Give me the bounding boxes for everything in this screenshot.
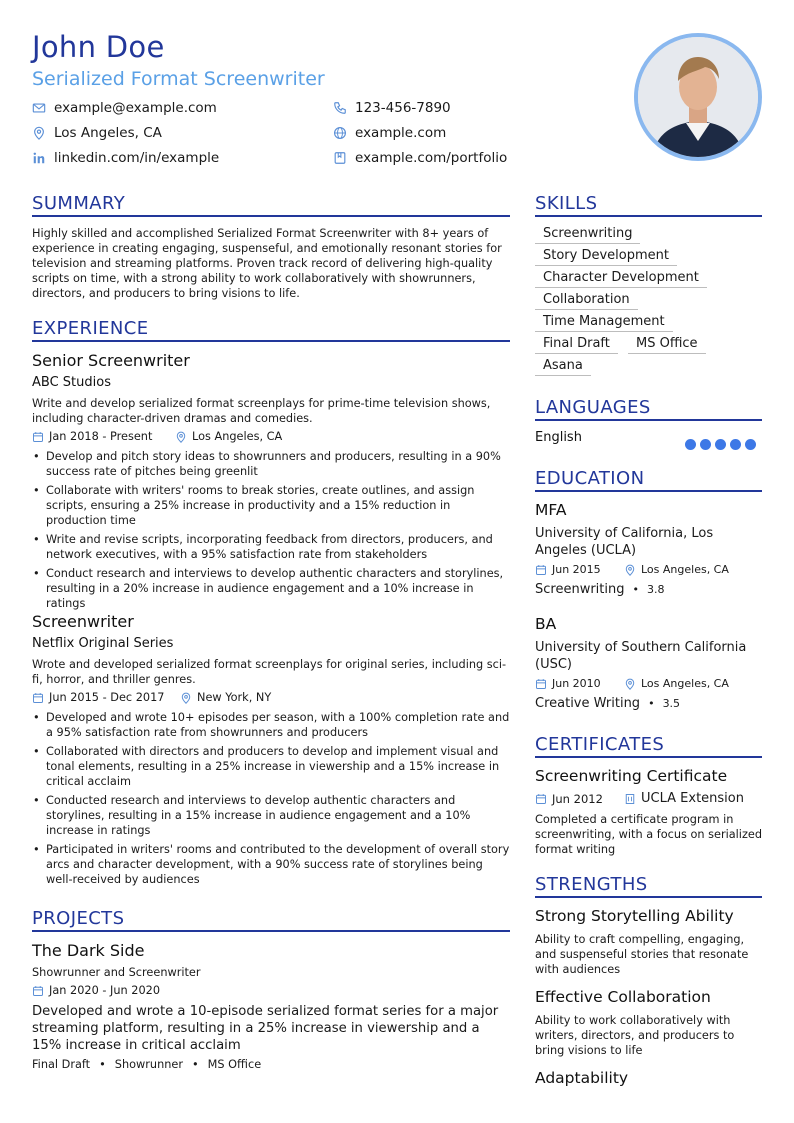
strength-description: Ability to work collaboratively with writers, directors, and producers to bring visions to life: [535, 1014, 735, 1057]
contact-email[interactable]: [32, 100, 217, 116]
education-location: [624, 677, 729, 690]
dates-text: Jun 2015: [552, 563, 601, 576]
skill-tag: Story Development: [535, 248, 677, 266]
strengths-heading: STRENGTHS: [535, 874, 762, 898]
summary-text: Highly skilled and accomplished Serialized Format Screenwriter with 8+ years of experience in creating engaging, suspenseful, and emotionally resonant stories for television and streaming platforms. Proven track record of delivering high-quality scripts on time, with a strong ability to work collaboratively with showrunners, directors, and producers to bring visions to life.: [32, 227, 502, 300]
location-text: Los Angeles, CA: [192, 430, 283, 443]
strength-description: Ability to craft compelling, engaging, and suspenseful stories that resonate with audiences: [535, 933, 749, 976]
education-school: University of Southern California (USC): [535, 640, 747, 672]
projects-heading: PROJECTS: [32, 908, 510, 932]
linkedin-text: linkedin.com/in/example: [54, 150, 220, 166]
skill-tag: Asana: [535, 358, 591, 376]
job-description: Write and develop serialized format screenplays for prime-time television shows, including character-driven dramas and comedies.: [32, 397, 491, 425]
location-text: Los Angeles, CA: [54, 125, 162, 141]
job-bullet: • Conduct research and interviews to develop authentic characters and storylines, resulting in a 20% increase in audience engagement and a 10% increase in ratings: [46, 566, 510, 611]
dates-text: Jun 2015 - Dec 2017: [49, 691, 165, 704]
strength-title: Effective Collaboration: [535, 988, 711, 1006]
gpa-text: 3.5: [662, 697, 681, 710]
dates-text: Jan 2020 - Jun 2020: [49, 984, 161, 997]
contact-phone[interactable]: [333, 100, 451, 116]
project-description: Developed and wrote a 10-episode serialized format series for a major streaming platform, resulting in a 25% increase in viewership and a 15% increase in critical acclaim: [32, 1004, 499, 1053]
job-location: [175, 430, 282, 443]
job-bullet: • Collaborate with writers' rooms to break stories, create outlines, and assign scripts, ensuring a 25% increase in productivity and a 15% reduction in production time: [46, 483, 510, 528]
location-text: New York, NY: [197, 691, 272, 704]
issuer-text: UCLA Extension: [641, 791, 744, 806]
website-text: example.com: [355, 125, 447, 141]
job-bullet: • Participated in writers' rooms and contributed to the development of overall story arcs and character development, with a 90% success rate of storylines being well-received by audiences: [46, 842, 510, 887]
job-title: Senior Screenwriter: [32, 351, 190, 370]
calendar-icon: [535, 564, 547, 576]
bookmark-icon: [333, 151, 347, 165]
job-bullet: • Collaborated with directors and producers to develop and implement visual and tonal elements, resulting in a 25% increase in viewership and a 15% increase in critical acclaim: [46, 744, 510, 789]
project-tool: Showrunner: [114, 1058, 183, 1071]
location-pin-icon: [624, 678, 636, 690]
contact-website[interactable]: [333, 125, 446, 141]
education-field: [535, 696, 680, 711]
calendar-icon: [535, 793, 547, 805]
level-dot: [700, 439, 711, 450]
contact-linkedin[interactable]: [32, 150, 219, 166]
project-tool: Final Draft: [32, 1058, 91, 1071]
project-role: Showrunner and Screenwriter: [32, 966, 201, 979]
project-title: The Dark Side: [32, 941, 145, 960]
language-level-dots: [681, 435, 756, 454]
level-dot: [730, 439, 741, 450]
phone-icon: [333, 101, 347, 115]
experience-heading: EXPERIENCE: [32, 318, 510, 342]
education-dates: [535, 677, 601, 690]
field-text: Screenwriting: [535, 582, 625, 597]
location-pin-icon: [180, 692, 192, 704]
profile-photo: [634, 33, 762, 161]
institution-icon: [624, 793, 636, 805]
certificate-issuer: [624, 791, 744, 806]
strength-title: Adaptability: [535, 1069, 629, 1087]
education-degree: MFA: [535, 501, 567, 519]
language-name: English: [535, 430, 582, 445]
location-pin-icon: [175, 431, 187, 443]
skill-tag: Time Management: [535, 314, 673, 332]
linkedin-icon: [32, 151, 46, 165]
job-bullet: • Develop and pitch story ideas to showrunners and producers, resulting in a 90% success rate of pitches being greenlit: [46, 449, 510, 479]
location-text: Los Angeles, CA: [641, 677, 729, 690]
education-school: University of California, Los Angeles (UCLA): [535, 526, 714, 558]
job-dates: [32, 430, 152, 443]
level-dot: [685, 439, 696, 450]
candidate-role: Serialized Format Screenwriter: [32, 68, 325, 90]
separator-dot: •: [648, 697, 655, 710]
calendar-icon: [32, 985, 44, 997]
globe-icon: [333, 126, 347, 140]
location-pin-icon: [32, 126, 46, 140]
skill-tag: Character Development: [535, 270, 707, 288]
separator-dot: •: [99, 1058, 106, 1071]
skill-tag: MS Office: [628, 336, 706, 354]
certificates-heading: CERTIFICATES: [535, 734, 762, 758]
location-pin-icon: [624, 564, 636, 576]
contact-portfolio[interactable]: [333, 150, 507, 166]
languages-heading: LANGUAGES: [535, 397, 762, 421]
summary-heading: SUMMARY: [32, 193, 510, 217]
dates-text: Jun 2012: [552, 792, 603, 806]
education-location: [624, 563, 729, 576]
job-bullet: • Developed and wrote 10+ episodes per season, with a 100% completion rate and a 95% satisfaction rate from showrunners and producers: [46, 710, 510, 740]
field-text: Creative Writing: [535, 696, 641, 711]
job-dates: [32, 691, 164, 704]
job-bullet: • Conducted research and interviews to develop authentic characters and storylines, resulting in a 15% increase in audience engagement and a 10% increase in ratings: [46, 793, 510, 838]
job-bullet: • Write and revise scripts, incorporating feedback from directors, producers, and network executives, with a 95% satisfaction rate from stakeholders: [46, 532, 510, 562]
phone-text: 123-456-7890: [355, 100, 451, 116]
education-dates: [535, 563, 601, 576]
candidate-name: John Doe: [32, 30, 165, 64]
separator-dot: •: [632, 583, 639, 596]
education-field: [535, 582, 664, 597]
education-heading: EDUCATION: [535, 468, 762, 492]
education-degree: BA: [535, 615, 557, 633]
portfolio-text: example.com/portfolio: [355, 150, 508, 166]
certificate-dates: [535, 792, 603, 806]
skill-tag: Final Draft: [535, 336, 618, 354]
level-dot: [715, 439, 726, 450]
calendar-icon: [32, 431, 44, 443]
job-company: Netflix Original Series: [32, 636, 174, 651]
gpa-text: 3.8: [646, 583, 665, 596]
calendar-icon: [535, 678, 547, 690]
job-title: Screenwriter: [32, 612, 134, 631]
skill-tag: Screenwriting: [535, 226, 640, 244]
skills-heading: SKILLS: [535, 193, 762, 217]
job-description: Wrote and developed serialized format screenplays for original series, including sci-fi, horror, and thriller genres.: [32, 658, 507, 686]
certificate-title: Screenwriting Certificate: [535, 767, 728, 785]
location-text: Los Angeles, CA: [641, 563, 729, 576]
contact-location: [32, 125, 162, 141]
project-tools: [32, 1058, 261, 1071]
mail-icon: [32, 101, 46, 115]
certificate-description: Completed a certificate program in screenwriting, with a focus on serialized format writing: [535, 813, 762, 856]
separator-dot: •: [191, 1058, 199, 1071]
level-dot: [745, 439, 756, 450]
dates-text: Jan 2018 - Present: [49, 430, 153, 443]
skill-tag: Collaboration: [535, 292, 638, 310]
strength-title: Strong Storytelling Ability: [535, 907, 734, 925]
job-location: [180, 691, 271, 704]
calendar-icon: [32, 692, 44, 704]
project-tool: MS Office: [207, 1058, 262, 1071]
dates-text: Jun 2010: [552, 677, 601, 690]
project-dates: [32, 984, 160, 997]
email-text: example@example.com: [54, 100, 217, 116]
job-company: ABC Studios: [32, 375, 111, 390]
